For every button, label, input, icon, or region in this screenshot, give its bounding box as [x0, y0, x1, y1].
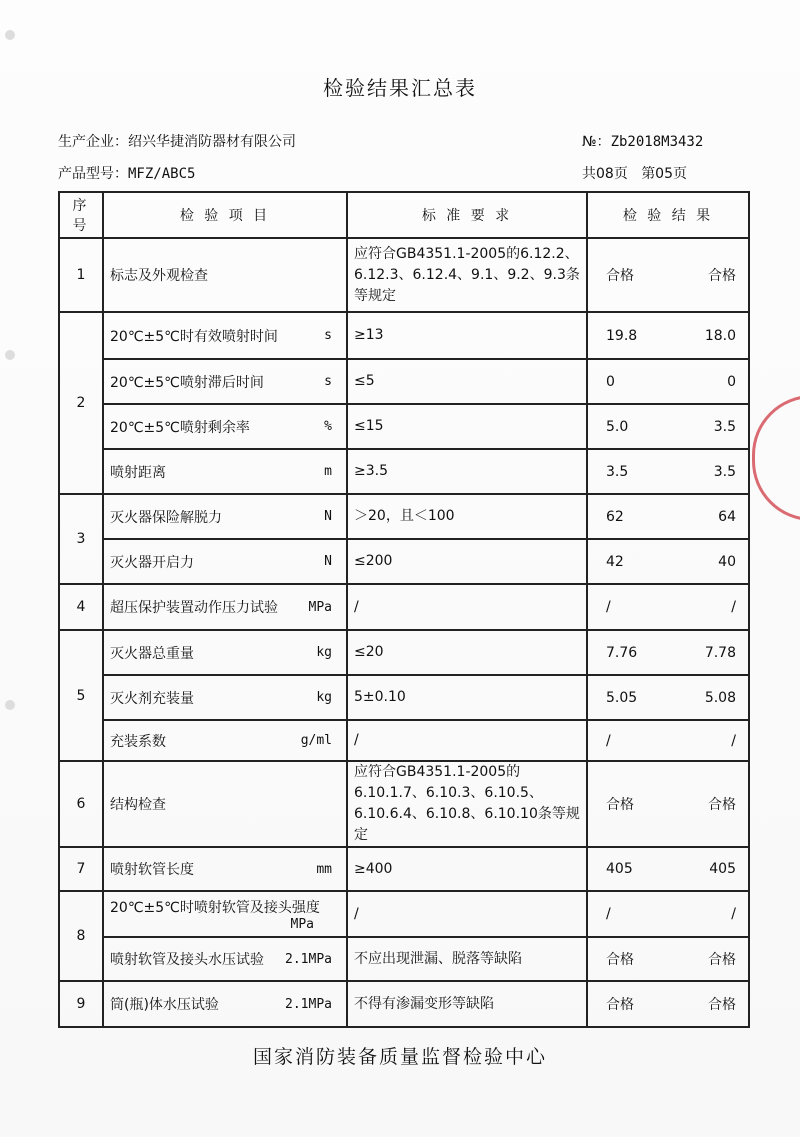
row-requirement: ＞20，且＜100 — [347, 494, 587, 539]
item-name: 20℃±5℃喷射滞后时间 — [110, 374, 264, 391]
result-sample-2: 64 — [718, 508, 736, 525]
result-sample-2: 0 — [727, 373, 736, 390]
result-sample-1: 7.76 — [606, 644, 638, 661]
producer-line — [58, 131, 296, 151]
result-sample-1: / — [606, 732, 611, 749]
row-item — [103, 404, 347, 449]
item-name: 喷射软管及接头水压试验 — [110, 952, 264, 968]
row-requirement: ≤15 — [347, 404, 587, 449]
producer-label: 生产企业： — [58, 134, 128, 150]
item-name: 标志及外观检查 — [110, 268, 208, 284]
item-name: 喷射软管长度 — [110, 862, 194, 878]
seal-stamp — [752, 395, 800, 521]
table-row — [59, 312, 749, 359]
row-result — [587, 720, 749, 761]
row-requirement: / — [347, 720, 587, 761]
result-sample-2: 合格 — [708, 268, 736, 284]
row-seq: 7 — [59, 847, 103, 891]
item-name: 充装系数 — [110, 733, 166, 750]
producer-value: 绍兴华捷消防器材有限公司 — [128, 134, 296, 150]
row-requirement: 应符合GB4351.1-2005的6.12.2、6.12.3、6.12.4、9.1、9.2、9.3条等规定 — [347, 238, 587, 312]
result-sample-2: 40 — [718, 553, 736, 570]
table-row — [59, 937, 749, 981]
total-pages: 共08页 — [582, 166, 628, 182]
row-item — [103, 449, 347, 494]
result-sample-1: 0 — [606, 373, 615, 390]
table-row — [59, 494, 749, 539]
page-title: 检验结果汇总表 — [323, 76, 477, 100]
model-value: MFZ/ABC5 — [128, 166, 196, 182]
item-name: 灭火器保险解脱力 — [110, 509, 222, 526]
binding-hole — [5, 350, 15, 360]
item-unit: 2.1MPa — [285, 951, 332, 967]
row-result — [587, 404, 749, 449]
row-requirement: 应符合GB4351.1-2005的6.10.1.7、6.10.3、6.10.5、6.10.6.4、6.10.8、6.10.10条等规定 — [347, 761, 587, 847]
row-requirement: ≤200 — [347, 539, 587, 584]
page-count — [582, 163, 687, 183]
binding-hole — [5, 30, 15, 40]
result-sample-1: 62 — [606, 508, 624, 525]
item-name: 20℃±5℃喷射剩余率 — [110, 419, 250, 436]
header-seq: 序号 — [59, 192, 103, 238]
row-item — [103, 238, 347, 312]
item-name: 喷射距离 — [110, 464, 166, 481]
row-seq: 2 — [59, 312, 103, 494]
result-sample-2: / — [731, 906, 736, 922]
row-requirement: ≤5 — [347, 359, 587, 404]
result-sample-1: 合格 — [606, 952, 634, 968]
model-line — [58, 163, 195, 183]
result-sample-2: 合格 — [708, 797, 736, 813]
row-seq: 5 — [59, 630, 103, 761]
item-name: 结构检查 — [110, 797, 166, 813]
item-unit: g/ml — [300, 733, 332, 748]
result-sample-1: 42 — [606, 553, 624, 570]
row-item — [103, 539, 347, 584]
row-item — [103, 312, 347, 359]
result-sample-2: / — [731, 599, 736, 615]
item-unit: kg — [316, 690, 332, 705]
result-sample-1: 合格 — [606, 997, 634, 1013]
row-result — [587, 359, 749, 404]
row-requirement: ≥13 — [347, 312, 587, 359]
row-result — [587, 584, 749, 630]
item-unit: kg — [316, 645, 332, 660]
row-requirement: / — [347, 584, 587, 630]
result-sample-2: 3.5 — [713, 418, 736, 435]
table-row — [59, 675, 749, 720]
result-sample-2: 18.0 — [704, 327, 736, 344]
result-sample-1: / — [606, 906, 611, 922]
result-sample-2: 7.78 — [704, 644, 736, 661]
result-sample-2: 5.08 — [704, 689, 736, 706]
row-requirement: ≥400 — [347, 847, 587, 891]
row-seq: 3 — [59, 494, 103, 584]
result-sample-1: 19.8 — [606, 327, 638, 344]
row-item — [103, 981, 347, 1027]
item-name: 筒(瓶)体水压试验 — [110, 997, 219, 1013]
result-sample-1: 5.05 — [606, 689, 638, 706]
item-unit: mm — [316, 861, 332, 877]
row-result — [587, 675, 749, 720]
item-unit: s — [324, 328, 332, 343]
table-row — [59, 847, 749, 891]
row-result — [587, 312, 749, 359]
report-no-value: Zb2018M3432 — [610, 134, 704, 150]
row-requirement: ≥3.5 — [347, 449, 587, 494]
row-result — [587, 449, 749, 494]
result-sample-1: 405 — [606, 861, 633, 877]
row-item — [103, 359, 347, 404]
row-result — [587, 981, 749, 1027]
item-unit: s — [324, 374, 332, 389]
row-requirement: 不应出现泄漏、脱落等缺陷 — [347, 937, 587, 981]
binding-hole — [5, 700, 15, 710]
row-item — [103, 720, 347, 761]
table-row — [59, 238, 749, 312]
item-unit: % — [324, 419, 332, 434]
row-seq: 9 — [59, 981, 103, 1027]
table-row — [59, 449, 749, 494]
report-no-label: №： — [582, 134, 611, 150]
row-result — [587, 761, 749, 847]
row-result — [587, 238, 749, 312]
item-unit: MPa — [290, 916, 314, 932]
row-requirement: / — [347, 891, 587, 937]
results-table — [58, 191, 750, 1028]
row-item — [103, 584, 347, 630]
item-unit: 2.1MPa — [285, 996, 332, 1012]
row-result — [587, 937, 749, 981]
table-row — [59, 404, 749, 449]
result-sample-2: 3.5 — [713, 463, 736, 480]
row-result — [587, 630, 749, 675]
item-name: 灭火器总重量 — [110, 645, 194, 662]
result-sample-1: 5.0 — [606, 418, 629, 435]
item-unit: m — [324, 464, 332, 479]
table-row — [59, 891, 749, 937]
result-sample-1: / — [606, 599, 611, 615]
result-sample-1: 3.5 — [606, 463, 629, 480]
row-seq: 8 — [59, 891, 103, 981]
row-item — [103, 937, 347, 981]
table-row — [59, 584, 749, 630]
table-row — [59, 761, 749, 847]
table-header-row — [59, 192, 749, 238]
item-name: 20℃±5℃时有效喷射时间 — [110, 328, 278, 345]
row-item — [103, 630, 347, 675]
item-name: 20℃±5℃时喷射软管及接头强度 — [110, 899, 320, 916]
row-item — [103, 847, 347, 891]
row-item — [103, 891, 347, 937]
row-seq: 1 — [59, 238, 103, 312]
issuer-name: 国家消防装备质量监督检验中心 — [252, 1046, 547, 1068]
result-sample-2: 合格 — [708, 952, 736, 968]
row-item — [103, 675, 347, 720]
header-requirement: 标 准 要 求 — [347, 192, 587, 238]
result-sample-2: / — [731, 732, 736, 749]
item-unit: N — [324, 554, 332, 569]
table-row — [59, 539, 749, 584]
table-row — [59, 720, 749, 761]
item-name: 灭火剂充装量 — [110, 690, 194, 707]
row-item — [103, 494, 347, 539]
page-number: 第05页 — [641, 166, 688, 182]
row-result — [587, 494, 749, 539]
model-label: 产品型号： — [58, 166, 128, 182]
header-item: 检 验 项 目 — [103, 192, 347, 238]
row-seq: 4 — [59, 584, 103, 630]
result-sample-1: 合格 — [606, 268, 634, 284]
table-row — [59, 981, 749, 1027]
row-requirement: 5±0.10 — [347, 675, 587, 720]
item-name: 超压保护装置动作压力试验 — [110, 600, 278, 616]
item-unit: N — [324, 509, 332, 524]
report-number — [582, 131, 703, 151]
row-requirement: 不得有渗漏变形等缺陷 — [347, 981, 587, 1027]
header-result: 检 验 结 果 — [587, 192, 749, 238]
table-row — [59, 359, 749, 404]
table-row — [59, 630, 749, 675]
item-name: 灭火器开启力 — [110, 554, 194, 571]
result-sample-1: 合格 — [606, 797, 634, 813]
item-unit: MPa — [308, 599, 332, 615]
row-result — [587, 891, 749, 937]
row-seq: 6 — [59, 761, 103, 847]
row-item — [103, 761, 347, 847]
row-result — [587, 847, 749, 891]
row-requirement: ≤20 — [347, 630, 587, 675]
result-sample-2: 405 — [709, 861, 736, 877]
result-sample-2: 合格 — [708, 997, 736, 1013]
row-result — [587, 539, 749, 584]
